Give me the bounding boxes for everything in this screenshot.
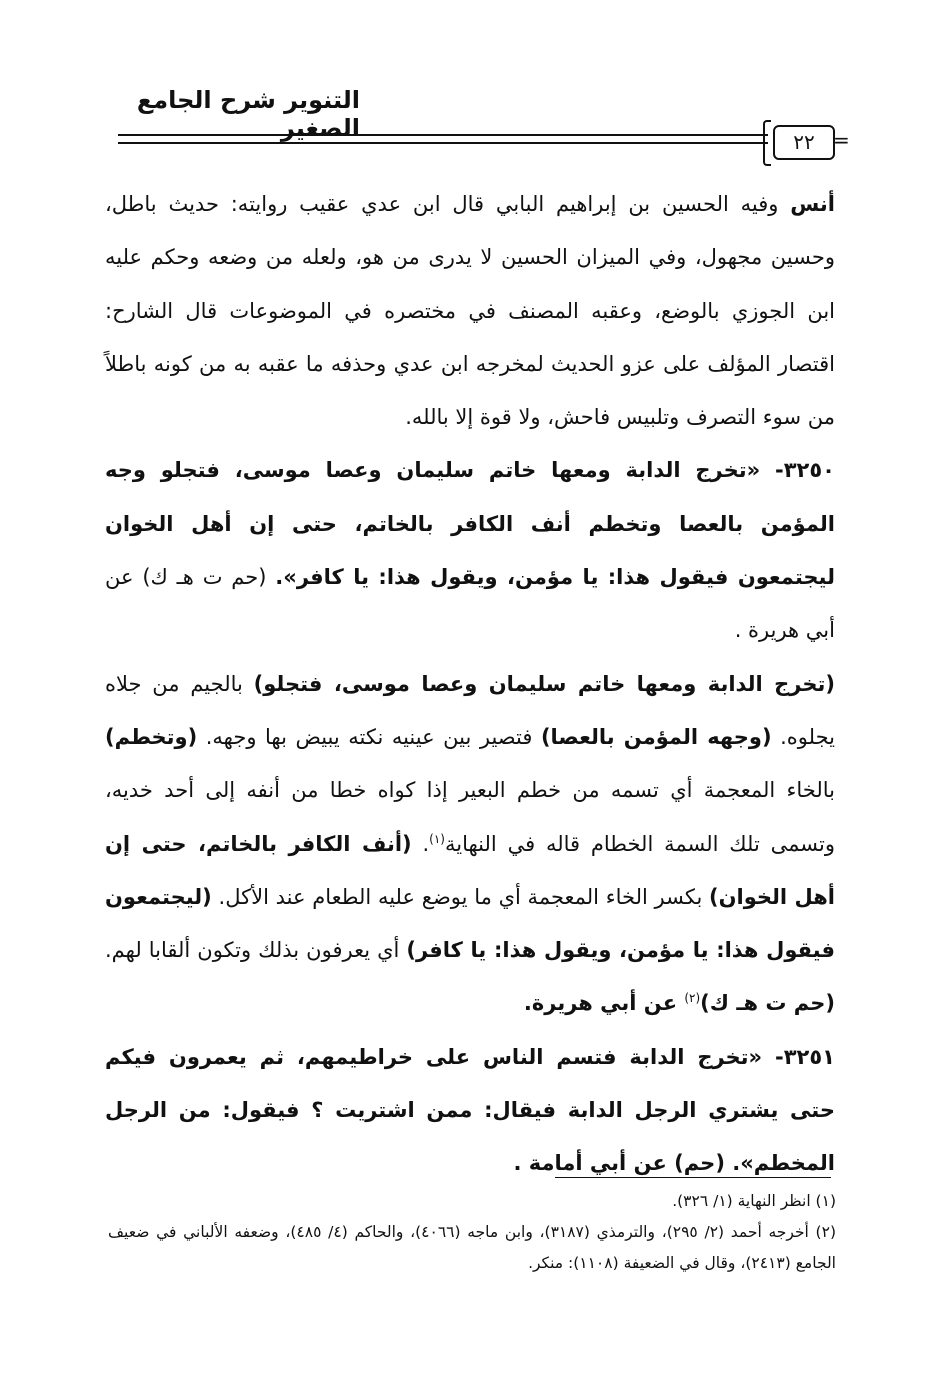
footnotes — [108, 1186, 836, 1279]
footnote-ref-2[interactable]: (٢) — [684, 991, 701, 1006]
footnote-1: (١) انظر النهاية (١/ ٣٢٦). — [672, 1192, 836, 1210]
hadith-source: (حم ت هـ ك) عن أبي هريرة . — [105, 565, 835, 643]
header-rule-bottom — [118, 142, 768, 144]
main-text — [105, 178, 835, 1191]
commentary-3250: (تخرج الدابة ومعها خاتم سليمان وعصا موسى، فتجلو) بالجيم من جلاه يجلوه. (وجهه المؤمن بالعصا) فتصير بين عينيه نكته يبيض بها وجهه. (وتخطم) بالخاء المعجمة أي تسمه من خطم البعير إذا كواه خطا من أنفه إلى أحد خديه، وتسمى تلك السمة الخطام قاله في النهاية$^{(١)}$. (أنف الكافر بالخاتم، حتى إن أهل الخوان) بكسر الخاء المعجمة أي ما يوضع عليه الطعام عند الأكل. (ليجتمعون فيقول هذا: يا مؤمن، ويقول هذا: يا كافر) أي يعرفون بذلك وتكون ألقابا لهم. (حم ت هـ ك)$^{(٢)}$ عن أبي هريرة. — [105, 671, 836, 1016]
lead-word: أنس — [790, 192, 835, 216]
footnote-ref-1[interactable]: (١) — [429, 831, 445, 846]
hadith-3251 — [105, 1031, 835, 1191]
hadith-3250 — [105, 444, 835, 657]
hadith-number: ٣٢٥٠ — [783, 458, 835, 483]
paragraph-continuation: أنس وفيه الحسين بن إبراهيم البابي قال ابن عدي عقيب روايته: حديث باطل، وحسين مجهول، وفي الميزان الحسين لا يدرى من هو، ولعله من وضعه وحكم عليه ابن الجوزي بالوضع، وعقبه المصنف في مختصره في الموضوعات قال الشارح: اقتصار المؤلف على عزو الحديث لمخرجه ابن عدي وحذفه ما عقبه به من كونه باطلاً من سوء التصرف وتلبيس فاحش، ولا قوة إلا بالله. — [105, 192, 835, 430]
hadith-source: (حم) عن أبي أمامة . — [513, 1151, 733, 1176]
running-header-title: التنوير شرح الجامع الصغير — [136, 86, 360, 142]
header-rule-top — [118, 134, 768, 136]
page-number-bracket — [763, 120, 771, 166]
page-number-ornament: = — [833, 128, 850, 152]
hadith-text: - «تخرج الدابة ومعها خاتم سليمان وعصا موسى، فتجلو وجه المؤمن بالعصا وتخطم أنف الكافر بالخاتم، حتى إن أهل الخوان ليجتمعون فيقول هذا: يا مؤمن، ويقول هذا: يا كافر». — [105, 458, 835, 590]
footnote-separator — [555, 1177, 831, 1178]
hadith-number: ٣٢٥١ — [783, 1044, 835, 1069]
page-number: ٢٢ — [773, 125, 835, 160]
footnote-2: (٢) أخرجه أحمد (٢/ ٢٩٥)، والترمذي (٣١٨٧)، وابن ماجه (٤٠٦٦)، والحاكم (٤/ ٤٨٥)، وضعفه الألباني في ضعيف الجامع (٢٤١٣)، وقال في الضعيفة (١١٠٨): منكر. — [108, 1223, 836, 1272]
hadith-text: - «تخرج الدابة فتسم الناس على خراطيمهم، ثم يعمرون فيكم حتى يشتري الرجل الدابة فيقال: ممن اشتريت ؟ فيقول: من الرجل المخطم». — [105, 1044, 835, 1176]
